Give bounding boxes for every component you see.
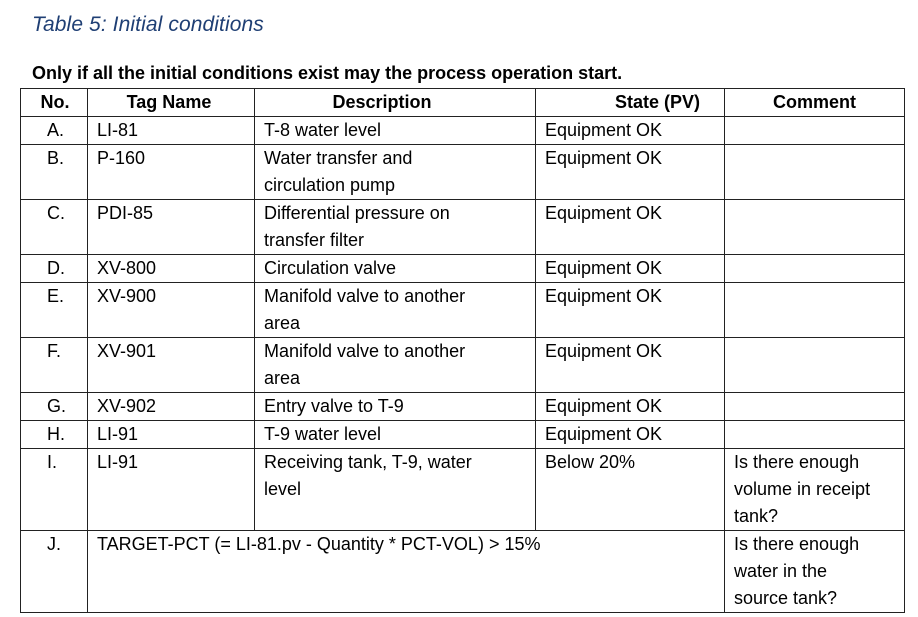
state-pv: Equipment OK [536,255,725,283]
table-caption: Table 5: Initial conditions [32,13,264,36]
cell-line: source tank? [734,588,838,608]
cell-line: Manifold valve to another [264,286,466,306]
header-no: No. [21,89,88,117]
comment [725,145,905,200]
row-number: H. [21,421,88,449]
row-number: J. [21,531,88,613]
header-state: State (PV) [536,89,725,117]
cell-line: transfer filter [264,230,365,250]
cell-line: T-9 water level [264,424,382,444]
cell-line: Receiving tank, T-9, water [264,452,472,472]
row-number: I. [21,449,88,531]
state-pv: Equipment OK [536,393,725,421]
target-pct-formula: TARGET-PCT (= LI-81.pv - Quantity * PCT-VOL) > 15% [88,531,725,613]
state-pv: Equipment OK [536,338,725,393]
state-pv: Equipment OK [536,283,725,338]
cell-line: area [264,368,301,388]
table-row [21,117,905,145]
state-pv: Equipment OK [536,200,725,255]
header-row [21,89,905,117]
cell-line: Is there enough [734,534,860,554]
state-pv: Below 20% [536,449,725,531]
tag-name: XV-902 [88,393,255,421]
table-row [21,200,905,255]
tag-name: LI-91 [88,421,255,449]
tag-name: XV-800 [88,255,255,283]
description [255,338,536,393]
tag-name: XV-900 [88,283,255,338]
header-tag-name: Tag Name [88,89,255,117]
cell-line: T-8 water level [264,120,382,140]
row-number: G. [21,393,88,421]
table-row [21,449,905,531]
comment [725,531,905,613]
cell-line: Water transfer and [264,148,413,168]
comment [725,255,905,283]
table-row [21,283,905,338]
description [255,421,536,449]
table-row [21,145,905,200]
comment [725,200,905,255]
comment [725,283,905,338]
table-body [21,117,905,613]
description [255,393,536,421]
tag-name: P-160 [88,145,255,200]
cell-line: Entry valve to T-9 [264,396,404,416]
state-pv: Equipment OK [536,421,725,449]
cell-line: Differential pressure on [264,203,450,223]
tag-name: LI-91 [88,449,255,531]
header-comment: Comment [725,89,905,117]
cell-line: circulation pump [264,175,396,195]
row-number: B. [21,145,88,200]
cell-line: level [264,479,302,499]
row-number: E. [21,283,88,338]
cell-line: Circulation valve [264,258,397,278]
tag-name: LI-81 [88,117,255,145]
initial-conditions-table [20,88,905,613]
cell-line: Manifold valve to another [264,341,466,361]
row-number: D. [21,255,88,283]
table-row-formula [21,531,905,613]
comment [725,421,905,449]
table-row [21,421,905,449]
header-description: Description [255,89,536,117]
cell-line: tank? [734,506,779,526]
description [255,449,536,531]
description [255,117,536,145]
state-pv: Equipment OK [536,145,725,200]
comment [725,338,905,393]
table-row [21,338,905,393]
comment [725,117,905,145]
cell-line: Is there enough [734,452,860,472]
description [255,200,536,255]
cell-line: area [264,313,301,333]
row-number: C. [21,200,88,255]
row-number: A. [21,117,88,145]
tag-name: PDI-85 [88,200,255,255]
tag-name: XV-901 [88,338,255,393]
description [255,255,536,283]
comment [725,393,905,421]
table-row [21,393,905,421]
cell-line: water in the [734,561,828,581]
intro-statement: Only if all the initial conditions exist may the process operation start. [32,63,623,83]
table-row [21,255,905,283]
cell-line: volume in receipt [734,479,871,499]
description [255,145,536,200]
row-number: F. [21,338,88,393]
comment [725,449,905,531]
description [255,283,536,338]
state-pv: Equipment OK [536,117,725,145]
